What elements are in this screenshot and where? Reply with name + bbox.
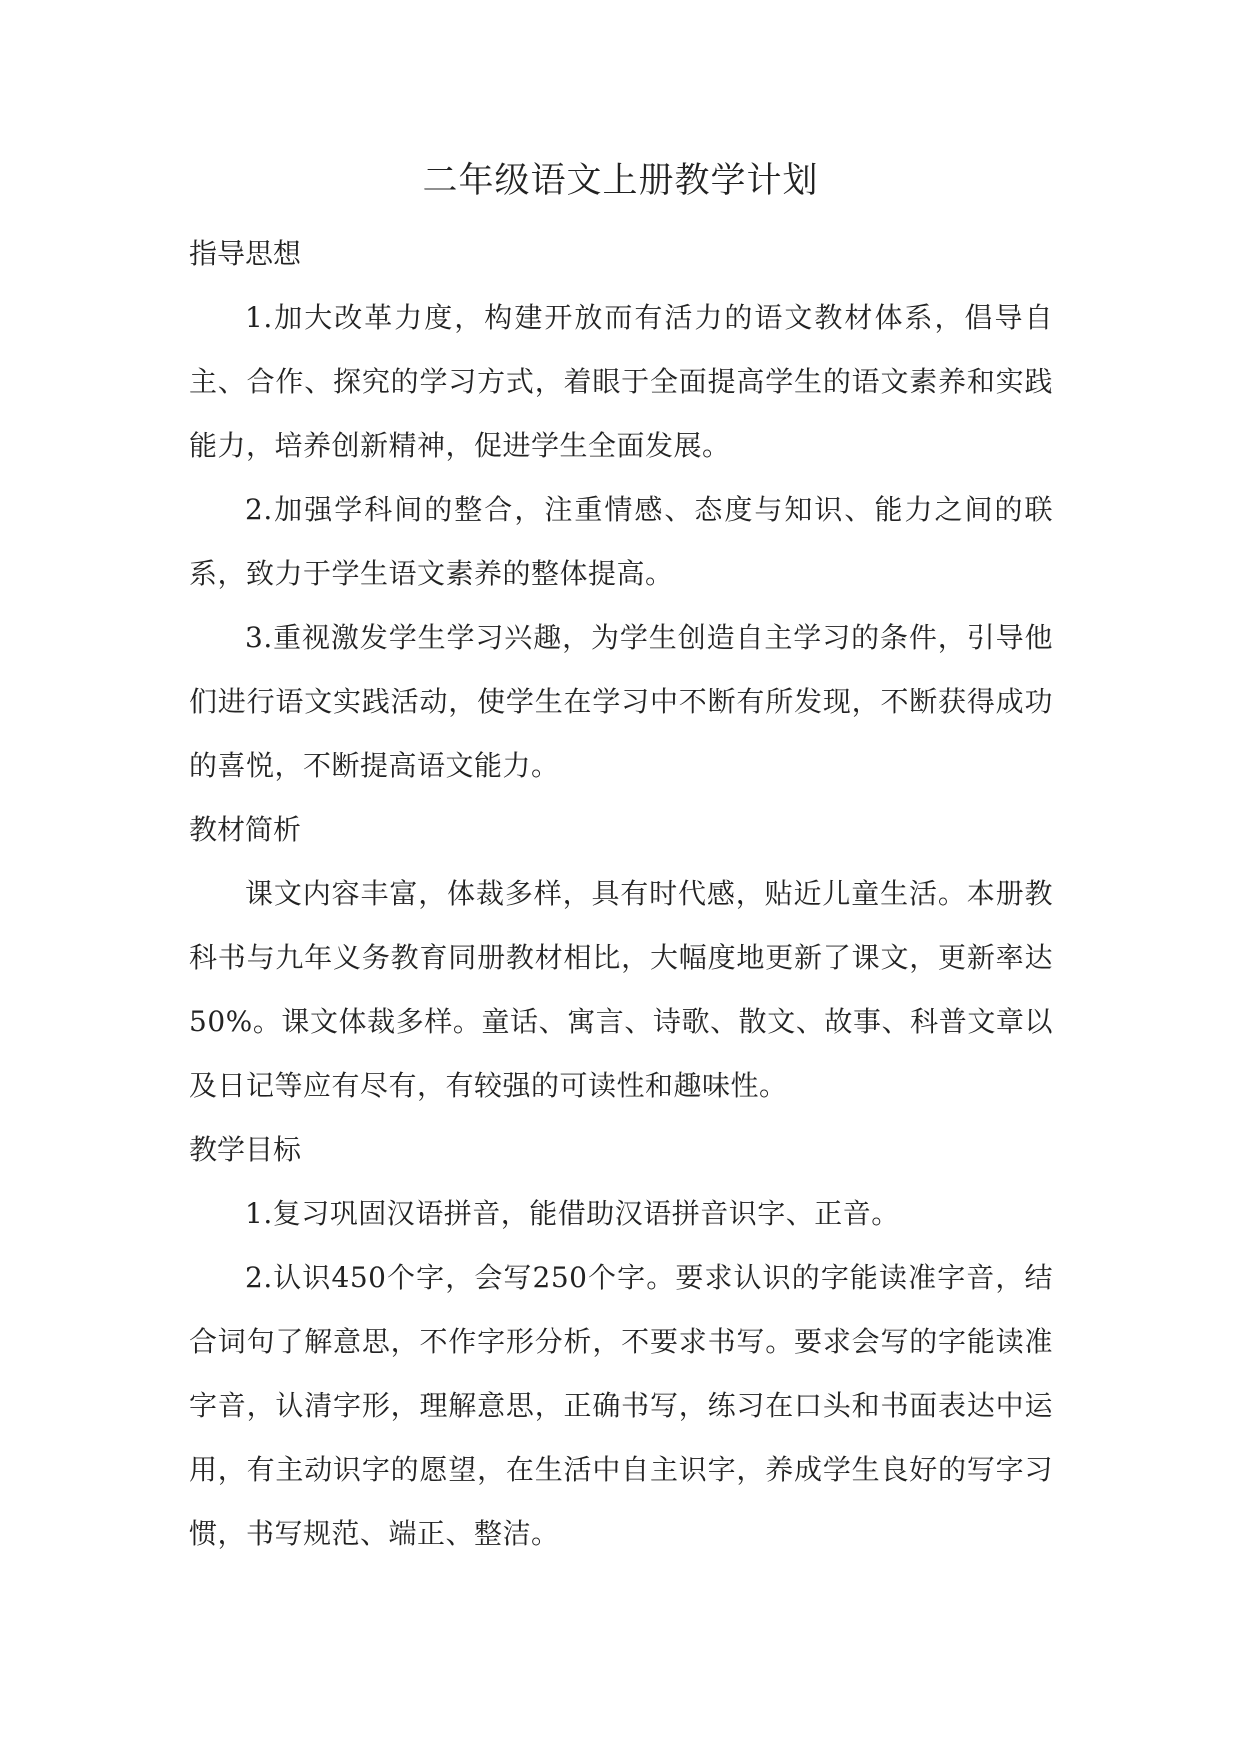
paragraph: 3.重视激发学生学习兴趣，为学生创造自主学习的条件，引导他们进行语文实践活动，使学生在学习中不断有所发现，不断获得成功的喜悦，不断提高语文能力。 <box>189 621 1053 782</box>
paragraph: 1.加大改革力度，构建开放而有活力的语文教材体系，倡导自主、合作、探究的学习方式，着眼于全面提高学生的语文素养和实践能力，培养创新精神，促进学生全面发展。 <box>189 301 1053 462</box>
paragraph: 课文内容丰富，体裁多样，具有时代感，贴近儿童生活。本册教科书与九年义务教育同册教材相比，大幅度地更新了课文，更新率达50%。课文体裁多样。童话、寓言、诗歌、散文、故事、科普文章以及日记等应有尽有，有较强的可读性和趣味性。 <box>189 877 1053 1102</box>
paragraph: 2.加强学科间的整合，注重情感、态度与知识、能力之间的联系，致力于学生语文素养的整体提高。 <box>189 493 1053 590</box>
paragraph: 2.认识450个字，会写250个字。要求认识的字能读准字音，结合词句了解意思，不作字形分析，不要求书写。要求会写的字能读准字音，认清字形，理解意思，正确书写，练习在口头和书面表达中运用，有主动识字的愿望，在生活中自主识字，养成学生良好的写字习惯，书写规范、端正、整洁。 <box>189 1261 1053 1550</box>
section-heading: 教学目标 <box>189 1133 302 1166</box>
section-textbook-analysis <box>189 798 1053 1118</box>
document-title: 二年级语文上册教学计划 <box>422 161 819 201</box>
section-heading: 教材简析 <box>189 813 302 846</box>
section-teaching-goals <box>189 1118 1053 1566</box>
document-body <box>189 222 1053 1566</box>
section-guiding-ideology <box>189 222 1053 798</box>
section-heading: 指导思想 <box>189 237 302 270</box>
paragraph: 1.复习巩固汉语拼音，能借助汉语拼音识字、正音。 <box>245 1197 900 1230</box>
